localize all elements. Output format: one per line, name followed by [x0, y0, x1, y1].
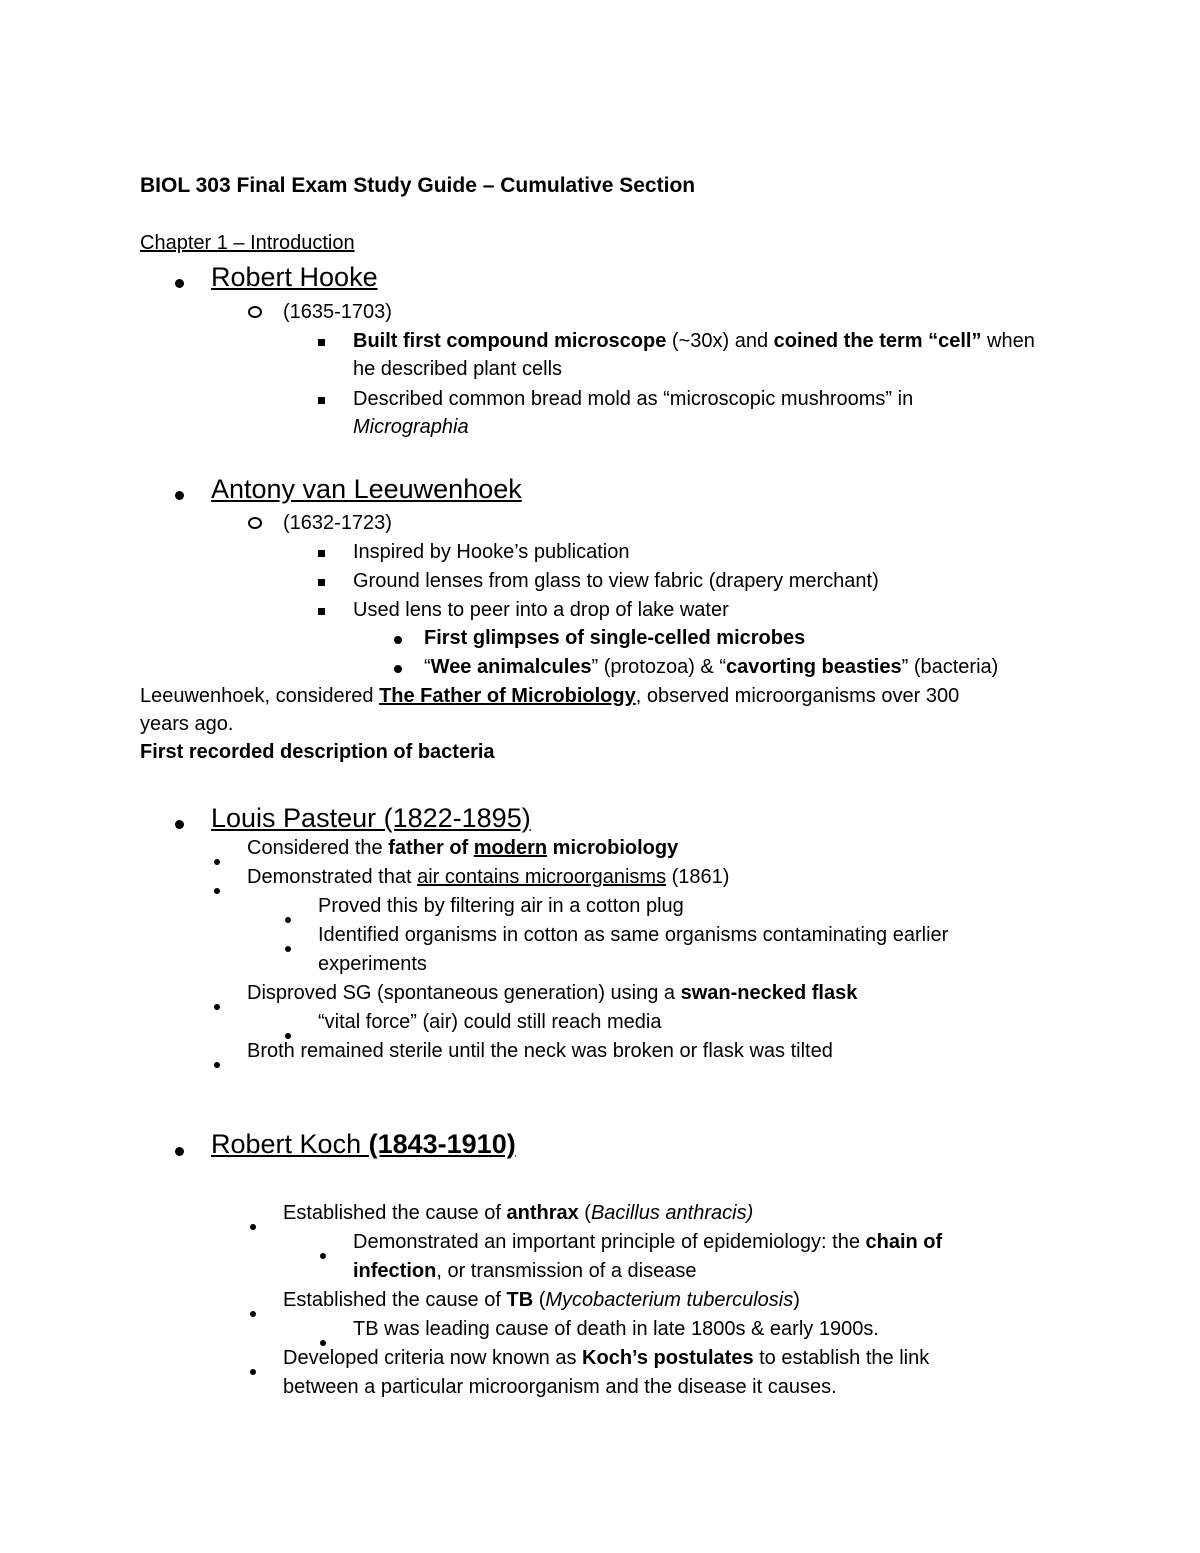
small-bullet-icon — [285, 903, 291, 931]
anthrax-word: anthrax — [506, 1202, 579, 1224]
pasteur-point-1-bold-1: father of — [388, 837, 474, 859]
section-heading-koch — [211, 1127, 516, 1161]
square-bullet-icon — [318, 566, 325, 594]
swan-necked-flask: swan-necked flask — [680, 982, 858, 1004]
infection-word: infection — [353, 1260, 437, 1282]
koch-point-2 — [283, 1286, 800, 1314]
cavorting-beasties: cavorting beasties — [725, 656, 902, 678]
leeuwenhoek-paragraph-line-1 — [140, 682, 959, 710]
ring-bullet-icon — [248, 509, 262, 537]
koch-point-3-line-1 — [283, 1344, 929, 1372]
hooke-point-2-line-2: Micrographia — [353, 416, 469, 438]
document-title: BIOL 303 Final Exam Study Guide – Cumulative Section — [140, 174, 696, 197]
small-bullet-icon — [250, 1355, 256, 1383]
pasteur-point-1 — [247, 834, 678, 862]
pasteur-subpoint-2-line-2: experiments — [318, 953, 427, 975]
pasteur-point-2-prefix: Demonstrated that — [247, 866, 418, 888]
bullet-dot-icon — [394, 624, 402, 652]
mycobacterium-tuberculosis: Mycobacterium tuberculosis — [545, 1289, 794, 1311]
koch-subpoint-1-prefix: Demonstrated an important principle of epidemiology: the — [353, 1231, 866, 1253]
father-of-microbiology: The Father of Microbiology — [379, 685, 636, 707]
hooke-point-1-bold-1: Built first compound microscope — [353, 330, 667, 352]
small-bullet-icon — [250, 1297, 256, 1325]
chapter-heading: Chapter 1 – Introduction — [140, 232, 355, 254]
small-bullet-icon — [214, 845, 220, 873]
paren-open: ( — [533, 1289, 546, 1311]
hooke-point-1-line-1 — [353, 327, 1035, 355]
small-bullet-icon — [214, 874, 220, 902]
koch-point-3-line-2: between a particular microorganism and the disease it causes. — [283, 1376, 837, 1398]
leeuwenhoek-point-1: Inspired by Hooke’s publication — [353, 541, 630, 563]
koch-subpoint-1-line-1 — [353, 1228, 942, 1256]
paragraph-suffix: , observed microorganisms over 300 — [635, 685, 960, 707]
bullet-dot-icon — [175, 480, 184, 508]
protozoa-text: ” (protozoa) & “ — [591, 656, 726, 678]
pasteur-point-3 — [247, 979, 857, 1007]
paren-open: ( — [578, 1202, 591, 1224]
bullet-dot-icon — [394, 653, 402, 681]
small-bullet-icon — [320, 1239, 326, 1267]
section-heading-leeuwenhoek: Antony van Leeuwenhoek — [211, 474, 522, 504]
koch-subpoint-2: TB was leading cause of death in late 1800s & early 1900s. — [353, 1318, 879, 1340]
hooke-point-2-line-1: Described common bread mold as “microscopic mushrooms” in — [353, 388, 914, 410]
leeuwenhoek-subpoint-2 — [424, 653, 998, 681]
hooke-dates: (1635-1703) — [283, 301, 392, 323]
koch-point-2-prefix: Established the cause of — [283, 1289, 507, 1311]
koch-point-3-prefix: Developed criteria now known as — [283, 1347, 583, 1369]
koch-point-3-suffix: to establish the link — [753, 1347, 930, 1369]
section-heading-hooke: Robert Hooke — [211, 262, 378, 292]
pasteur-point-3-prefix: Disproved SG (spontaneous generation) using a — [247, 982, 681, 1004]
air-contains-microorganisms: air contains microorganisms — [417, 866, 667, 888]
koch-point-1-prefix: Established the cause of — [283, 1202, 507, 1224]
leeuwenhoek-point-2: Ground lenses from glass to view fabric (drapery merchant) — [353, 570, 879, 592]
small-bullet-icon — [214, 990, 220, 1018]
hooke-point-1-line-2: he described plant cells — [353, 358, 563, 380]
hooke-point-1-bold-2: coined the term “cell” — [773, 330, 982, 352]
leeuwenhoek-subpoint-1: First glimpses of single-celled microbes — [424, 627, 806, 649]
pasteur-point-4: Broth remained sterile until the neck was broken or flask was tilted — [247, 1040, 833, 1062]
bacteria-text: ” (bacteria) — [901, 656, 999, 678]
pasteur-subpoint-2-line-1: Identified organisms in cotton as same organisms contaminating earlier — [318, 924, 949, 946]
pasteur-point-1-bold-2: microbiology — [547, 837, 679, 859]
koch-name: Robert Koch — [211, 1129, 369, 1159]
hooke-point-1-tail: when — [981, 330, 1035, 352]
koch-dates: (1843-1910) — [368, 1129, 516, 1159]
bacillus-anthracis: Bacillus anthracis) — [590, 1202, 754, 1224]
small-bullet-icon — [250, 1210, 256, 1238]
square-bullet-icon — [318, 384, 325, 412]
pasteur-point-2 — [247, 863, 729, 891]
leeuwenhoek-bold-statement: First recorded description of bacteria — [140, 741, 495, 763]
bullet-dot-icon — [175, 268, 184, 296]
pasteur-subpoint-1: Proved this by filtering air in a cotton plug — [318, 895, 684, 917]
leeuwenhoek-dates: (1632-1723) — [283, 512, 392, 534]
kochs-postulates: Koch’s postulates — [582, 1347, 754, 1369]
hooke-point-1-mid: (~30x) and — [666, 330, 774, 352]
pasteur-point-2-suffix: (1861) — [666, 866, 730, 888]
leeuwenhoek-point-3: Used lens to peer into a drop of lake water — [353, 599, 729, 621]
square-bullet-icon — [318, 537, 325, 565]
leeuwenhoek-paragraph-line-2: years ago. — [140, 713, 234, 735]
tb-word: TB — [506, 1289, 534, 1311]
ring-bullet-icon — [248, 298, 262, 326]
modern-word: modern — [473, 837, 548, 859]
small-bullet-icon — [214, 1048, 220, 1076]
square-bullet-icon — [318, 326, 325, 354]
pasteur-subpoint-3: “vital force” (air) could still reach media — [318, 1011, 662, 1033]
wee-animalcules: Wee animalcules — [430, 656, 592, 678]
square-bullet-icon — [318, 595, 325, 623]
quote-open: “ — [424, 656, 431, 678]
paren-close: ) — [793, 1289, 800, 1311]
paragraph-prefix: Leeuwenhoek, considered — [140, 685, 380, 707]
koch-point-1 — [283, 1199, 753, 1227]
koch-subpoint-1-line-2 — [353, 1257, 696, 1285]
small-bullet-icon — [285, 932, 291, 960]
chain-of-word: chain of — [865, 1231, 943, 1253]
bullet-dot-icon — [175, 1136, 184, 1164]
pasteur-point-1-prefix: Considered the — [247, 837, 389, 859]
section-heading-pasteur: Louis Pasteur (1822-1895) — [211, 803, 531, 833]
koch-subpoint-1-suffix: , or transmission of a disease — [436, 1260, 697, 1282]
bullet-dot-icon — [175, 809, 184, 837]
